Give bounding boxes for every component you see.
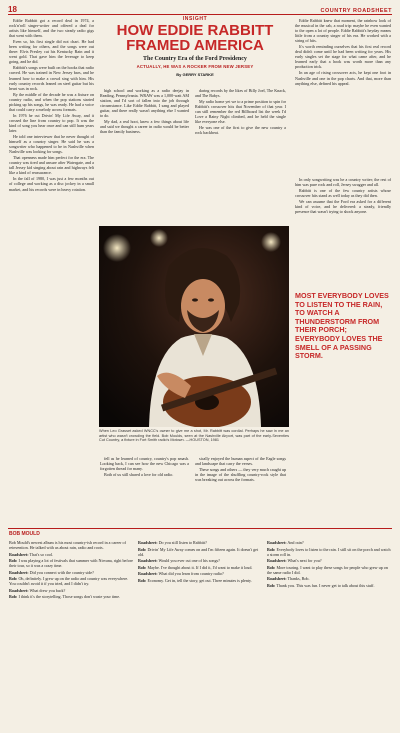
qa-item bbox=[9, 570, 133, 575]
qa-speaker: Bob: bbox=[9, 576, 18, 581]
article-byline: By GERRY STARKE bbox=[176, 72, 214, 77]
pull-quote bbox=[295, 292, 391, 376]
qa-speaker: Roadsheet: bbox=[138, 571, 158, 576]
qa-item bbox=[267, 583, 391, 588]
pull-quote-text: MOST EVERYBODY LOVES TO LISTEN TO THE RAIN, TO WATCH A THUNDERSTORM FROM THEIR PORCH; EVERYBODY LOVES THE SMELL OF A PASSING STORM. bbox=[295, 291, 389, 361]
paragraph: He was one of the first to give the new country a rock backbeat. bbox=[195, 125, 286, 136]
paragraph: Rabbitt's songs were built on the hooks that radio craved. He was trained in New Jersey bars, and he learned how to make a crowd sing with him. His early country records leaned on steel guitar but his heart was in rock. bbox=[9, 65, 94, 91]
article-subhead: The Country Era of the Ford Presidency bbox=[143, 56, 247, 62]
paragraph: That openness made him perfect for the era. The country was tired and unsure after Watergate, and a tall Jersey kid singing about rain and highways felt like a kind of reassurance. bbox=[9, 155, 94, 176]
qa-item bbox=[138, 565, 262, 570]
paragraph: Eddie Rabbitt knew that moment, the rainbow look of the musical in the cab, a road trip: maybe he even wanted to the open a lot of people. Eddie Rabbitt's heyday means little from a country singer of his era. He worked with a string of hits. bbox=[295, 18, 391, 44]
qa-logo: BOB MOULD bbox=[9, 531, 40, 537]
paragraph: In only songwriting was he a country writer; the rest of him was pure rock and roll, Jersey swagger and all. bbox=[295, 176, 391, 187]
page-number: 18 bbox=[8, 5, 17, 14]
qa-item bbox=[138, 547, 262, 557]
qa-column-2 bbox=[138, 540, 262, 728]
article-column-3 bbox=[195, 88, 286, 223]
qa-speaker: Roadsheet: bbox=[267, 576, 287, 581]
qa-item bbox=[9, 594, 133, 599]
qa-item bbox=[138, 540, 262, 545]
paragraph: fell as he learned of country, country's pop smash. Looking back, I can see how the new Chicago was a forgotten thread for many. bbox=[100, 456, 189, 472]
qa-speaker: Bob: bbox=[267, 582, 276, 588]
qa-text: That's so cool. bbox=[29, 551, 54, 557]
section-title: COUNTRY ROADSHEET bbox=[320, 8, 392, 14]
qa-speaker: Bob: bbox=[9, 594, 18, 599]
qa-column-3 bbox=[267, 540, 391, 728]
qa-item bbox=[138, 571, 262, 576]
qa-speaker: Roadsheet: bbox=[9, 551, 29, 557]
qa-item bbox=[9, 558, 133, 568]
qa-speaker: Roadsheet: bbox=[267, 540, 287, 545]
qa-intro: Bob Mould's newest album is his most country-ish record in a career of reinvention. He talked with us about rain, radio and roots. bbox=[9, 540, 126, 550]
article-column-2 bbox=[100, 88, 189, 223]
paragraph: In the fall of 1980, I was just a few months out of college and working as a disc jockey in a small market, and his records were in heavy rotation. bbox=[9, 176, 94, 192]
qa-text: I think it's the storytelling. Those songs don't waste your time. bbox=[18, 594, 121, 599]
paragraph: Eddie Rabbitt got a record deal in 1974, a rock'n'roll singer-writer and offered a deal for artists like himself, and the two steady radio gigs that went with them. bbox=[9, 18, 94, 39]
concert-photo bbox=[99, 226, 289, 427]
qa-item bbox=[267, 558, 391, 563]
qa-text: Thank you. This was fun. I never get to talk about this stuff. bbox=[276, 582, 375, 588]
paragraph: sically enjoyed the human aspect of the Eagle songs and landscape that carry the verses. bbox=[195, 456, 286, 467]
article-kicker: INSIGHT bbox=[182, 16, 208, 22]
qa-text: Drivin' My Life Away comes on and I'm fifteen again. It doesn't get old. bbox=[138, 546, 259, 557]
qa-speaker: Bob: bbox=[267, 546, 276, 552]
qa-text: Everybody loves to listen to the rain. I still sit on the porch and watch a storm roll in. bbox=[267, 546, 391, 557]
qa-item bbox=[9, 552, 133, 557]
paragraph: By the middle of the decade he was a fixture on country radio, and when the pop stations started picking up his songs, he was ready. He had a voice that could carry a melody across formats. bbox=[9, 91, 94, 112]
qa-speaker: Bob: bbox=[9, 558, 18, 563]
paragraph: My radio home yet we to a prime position to spin for Rabbitt's crossover hits that November of that year. I can still remember the red Billboard list the week I'd Love a Rainy Night climbed, and he held the single like everyone else. bbox=[195, 99, 286, 125]
qa-text: What's next for you? bbox=[287, 558, 322, 563]
paragraph: It's worth reminding ourselves that his first real record deal didn't come until he had been writing for years. His early singles set the stage for what came after, and he learned early that a hook was worth more than any production trick. bbox=[295, 44, 391, 70]
qa-item bbox=[267, 565, 391, 575]
article-column-3b bbox=[195, 456, 286, 528]
photo-caption: When Leo Grasset asked WNCC's owner to give me a shot, Mr. Rabbitt was cordial. Perhaps he saw in me an artist who wasn't crowding the field. Bob Moulds, seen at the Nashville Airport, was part of the early-Seventies Cut Country, a fixture in Fort Smith radio's Motown. —HOUSTON, 1981 bbox=[99, 429, 289, 443]
qa-item bbox=[138, 578, 262, 583]
article-header bbox=[100, 16, 290, 86]
qa-speaker: Bob: bbox=[138, 546, 147, 552]
qa-item bbox=[267, 547, 391, 557]
guitarist-photo-illustration bbox=[99, 226, 289, 427]
qa-text: Economy. Get in, tell the story, get out. Three minutes is plenty. bbox=[147, 577, 252, 583]
paragraph: high school and working as a radio deejay in Reading, Pennsylvania. WRAW was a 1,000-watt AM station, and I'd sort of fallen into the job through circumstance. Like Eddie Rabbitt, I sang and played guitar, and there really wasn't anything else I wanted to do. bbox=[100, 88, 189, 119]
article-headline: HOW EDDIE RABBITT FRAMED AMERICA bbox=[116, 22, 274, 54]
article-column-2b bbox=[100, 456, 189, 528]
qa-text: What did you learn from country radio? bbox=[158, 571, 224, 576]
paragraph: Even so, his first single did not chart. He had been writing for others, and the songs were out there: Elvis Presley cut his Kentucky Rain and it went gold. That gave him the leverage to keep going, and he did. bbox=[9, 39, 94, 65]
qa-item bbox=[267, 576, 391, 581]
article-column-1 bbox=[9, 18, 94, 530]
paragraph: We can assume that the Ford era asked for a different kind of voice, and he delivered: a steady, friendly presence that wasn't trying to shock anyone. bbox=[295, 198, 391, 214]
qa-item bbox=[9, 588, 133, 593]
qa-speaker: Roadsheet: bbox=[267, 558, 287, 563]
qa-text: Maybe. I've thought about it. If I did it, I'd want to make it loud. bbox=[147, 564, 253, 570]
qa-speaker: Roadsheet: bbox=[9, 569, 29, 575]
qa-column-1 bbox=[9, 540, 133, 728]
qa-speaker: Bob: bbox=[138, 577, 147, 583]
pullquote-spacer bbox=[295, 87, 391, 177]
paragraph: Both of us still shared a love for old radio. bbox=[104, 472, 174, 478]
qa-text: Thanks, Bob. bbox=[287, 576, 310, 581]
qa-text: Did you connect with the country side? bbox=[29, 569, 94, 575]
paragraph: My dad, a real hoot, knew a few things about life and said we thought a career in radio would be better than the family business. bbox=[100, 119, 189, 135]
qa-text: Oh, definitely. I grew up on the radio and country was everywhere. You couldn't avoid it if you tried, and I didn't try. bbox=[9, 576, 129, 586]
qa-text: Do you still listen to Rabbitt? bbox=[158, 540, 207, 545]
qa-text: More touring. I want to play these songs for people who grew up on the same radio I did. bbox=[267, 564, 388, 575]
article-column-4 bbox=[295, 18, 391, 523]
qa-speaker: Bob: bbox=[138, 564, 147, 570]
qa-text: I was playing a lot of festivals that summer with Nirvana, right before their tour, so it was a crazy time. bbox=[9, 558, 133, 568]
qa-speaker: Roadsheet: bbox=[138, 558, 158, 563]
paragraph: In 1976 he cut Drivin' My Life Away, and it crossed the line from country to pop. It was the kind of song you hear once and can still hum years later. bbox=[9, 112, 94, 133]
qa-item bbox=[9, 576, 133, 586]
qa-item bbox=[138, 558, 262, 563]
qa-text: Would you ever cut one of his songs? bbox=[158, 558, 220, 563]
qa-speaker: Roadsheet: bbox=[9, 587, 29, 593]
paragraph: These songs and others — they very much caught up in the image of the shuffling country-rock style that was breaking out across the formats. bbox=[195, 467, 286, 483]
page-header-bar bbox=[8, 4, 392, 15]
qa-speaker: Bob: bbox=[267, 564, 276, 570]
paragraph: Rabbitt is one of the few country artists whose crossover hits stand as well today as they did then. bbox=[295, 187, 391, 198]
section-divider bbox=[8, 528, 392, 529]
qa-speaker: Roadsheet: bbox=[138, 540, 158, 545]
qa-text: What drew you back? bbox=[29, 587, 66, 593]
paragraph: He told one interviewer that he never thought of himself as a country singer. He said he was a songwriter who happened to be in Nashville when Nashville was looking for songs. bbox=[9, 134, 94, 155]
article-dek: ACTUALLY, HE WAS A ROCKER FROM NEW JERSEY bbox=[136, 64, 254, 69]
qa-text: And rain? bbox=[287, 540, 304, 545]
paragraph: daring records by the likes of Billy Joel, The Knack, and The Babys. bbox=[195, 88, 286, 99]
paragraph: In an age of rising crossover acts, he kept one foot in Nashville and one in the pop charts. And that, more than anything else, defined his appeal. bbox=[295, 70, 391, 86]
qa-item bbox=[267, 540, 391, 545]
